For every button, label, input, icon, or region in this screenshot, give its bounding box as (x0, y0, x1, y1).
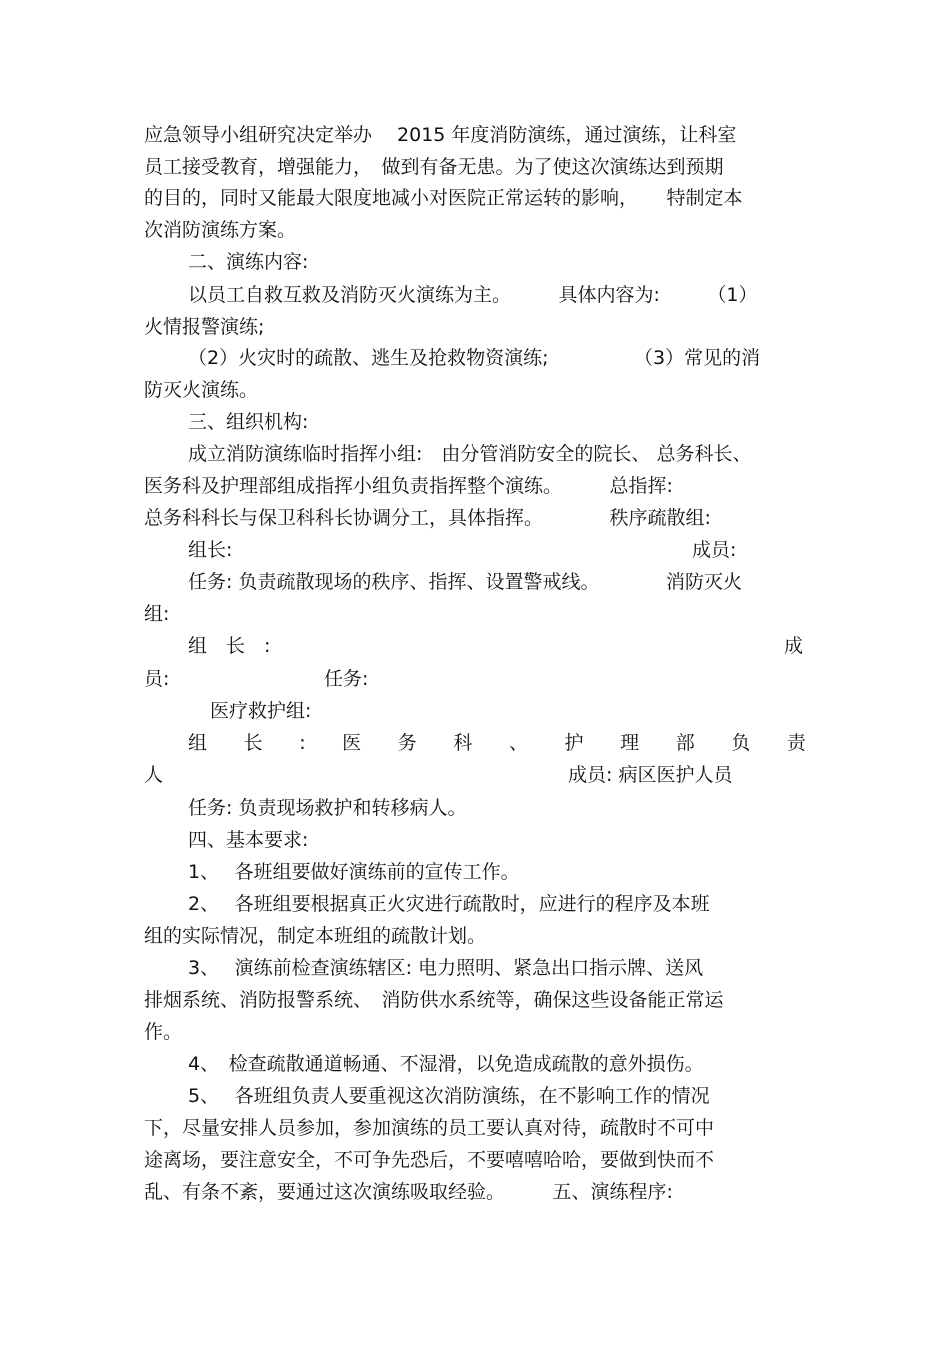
medical-group-members: 成员: 病区医护人员 (568, 764, 733, 786)
fire-group-members-label-end: 员: (144, 668, 170, 690)
text-line-13: 总务科科长与保卫科科长协调分工，具体指挥。 秩序疏散组: (144, 507, 711, 529)
requirement-3-end: 作。 (144, 1021, 183, 1043)
spread-char: 护 (564, 732, 584, 754)
spread-char: 责 (786, 732, 806, 754)
spread-char: 科 (453, 732, 473, 754)
text-line-16: 任务: 负责疏散现场的秩序、指挥、设置警戒线。 消防灭火 (188, 571, 742, 593)
medical-group-leader-end: 人 (144, 764, 164, 786)
medical-group-task: 任务: 负责现场救护和转移病人。 (188, 797, 467, 819)
requirement-2: 2、 各班组要根据真正火灾进行疏散时，应进行的程序及本班 (188, 893, 710, 915)
text-line-9: 防灭火演练。 (144, 379, 259, 401)
medical-group-leader-line (188, 730, 806, 756)
section-heading-3: 三、组织机构: (188, 411, 309, 433)
spread-char: 部 (675, 732, 695, 754)
fire-group-leader-label: 组 长 : (188, 635, 271, 657)
text-line-4: 次消防演练方案。 (144, 219, 297, 241)
requirement-3: 3、 演练前检查演练辖区: 电力照明、紧急出口指示牌、送风 (188, 957, 704, 979)
requirement-4: 4、 检查疏散通道畅通、不湿滑，以免造成疏散的意外损伤。 (188, 1053, 704, 1075)
requirement-3-cont: 排烟系统、消防报警系统、 消防供水系统等，确保这些设备能正常运 (144, 989, 724, 1011)
fire-group-members-label-start: 成 (784, 635, 804, 657)
text-line-2: 员工接受教育，增强能力， 做到有备无患。为了使这次演练达到预期 (144, 156, 724, 178)
text-line-12: 医务科及护理部组成指挥小组负责指挥整个演练。 总指挥: (144, 475, 673, 497)
spread-char: 长 (243, 732, 263, 754)
spread-char: 理 (620, 732, 640, 754)
text-line-1: 应急领导小组研究决定举办 2015 年度消防演练，通过演练，让科室 (144, 124, 737, 146)
medical-group-heading: 医疗救护组: (210, 700, 312, 722)
requirement-1: 1、 各班组要做好演练前的宣传工作。 (188, 861, 520, 883)
text-line-3: 的目的，同时又能最大限度地减小对医院正常运转的影响， 特制定本 (144, 187, 743, 209)
requirement-5: 5、 各班组负责人要重视这次消防演练，在不影响工作的情况 (188, 1085, 710, 1107)
members-label: 成员: (692, 539, 737, 561)
text-line-11: 成立消防演练临时指挥小组: 由分管消防安全的院长、 总务科长、 (188, 443, 752, 465)
group-leader-label: 组长: (188, 539, 233, 561)
spread-char: 组 (188, 732, 208, 754)
spread-char: 务 (397, 732, 417, 754)
fire-group-task-label: 任务: (324, 668, 369, 690)
text-line-17: 组: (144, 603, 170, 625)
text-line-8: （2）火灾时的疏散、逃生及抢救物资演练; （3）常见的消 (188, 347, 761, 369)
text-line-6: 以员工自救互救及消防灭火演练为主。 具体内容为: （1） (188, 284, 758, 306)
spread-char: 医 (342, 732, 362, 754)
spread-char: 、 (508, 732, 528, 754)
requirement-2-cont: 组的实际情况，制定本班组的疏散计划。 (144, 925, 487, 947)
requirement-5-cont-1: 下，尽量安排人员参加，参加演练的员工要认真对待，疏散时不可中 (144, 1117, 715, 1139)
text-line-7: 火情报警演练; (144, 316, 265, 338)
spread-char: : (299, 732, 306, 754)
spread-char: 负 (731, 732, 751, 754)
requirement-5-cont-2: 途离场，要注意安全，不可争先恐后，不要嘻嘻哈哈，要做到快而不 (144, 1149, 715, 1171)
section-heading-4: 四、基本要求: (188, 829, 309, 851)
section-heading-2: 二、演练内容: (188, 251, 309, 273)
requirement-5-cont-3: 乱、有条不紊，要通过这次演练吸取经验。 五、演练程序: (144, 1181, 673, 1203)
